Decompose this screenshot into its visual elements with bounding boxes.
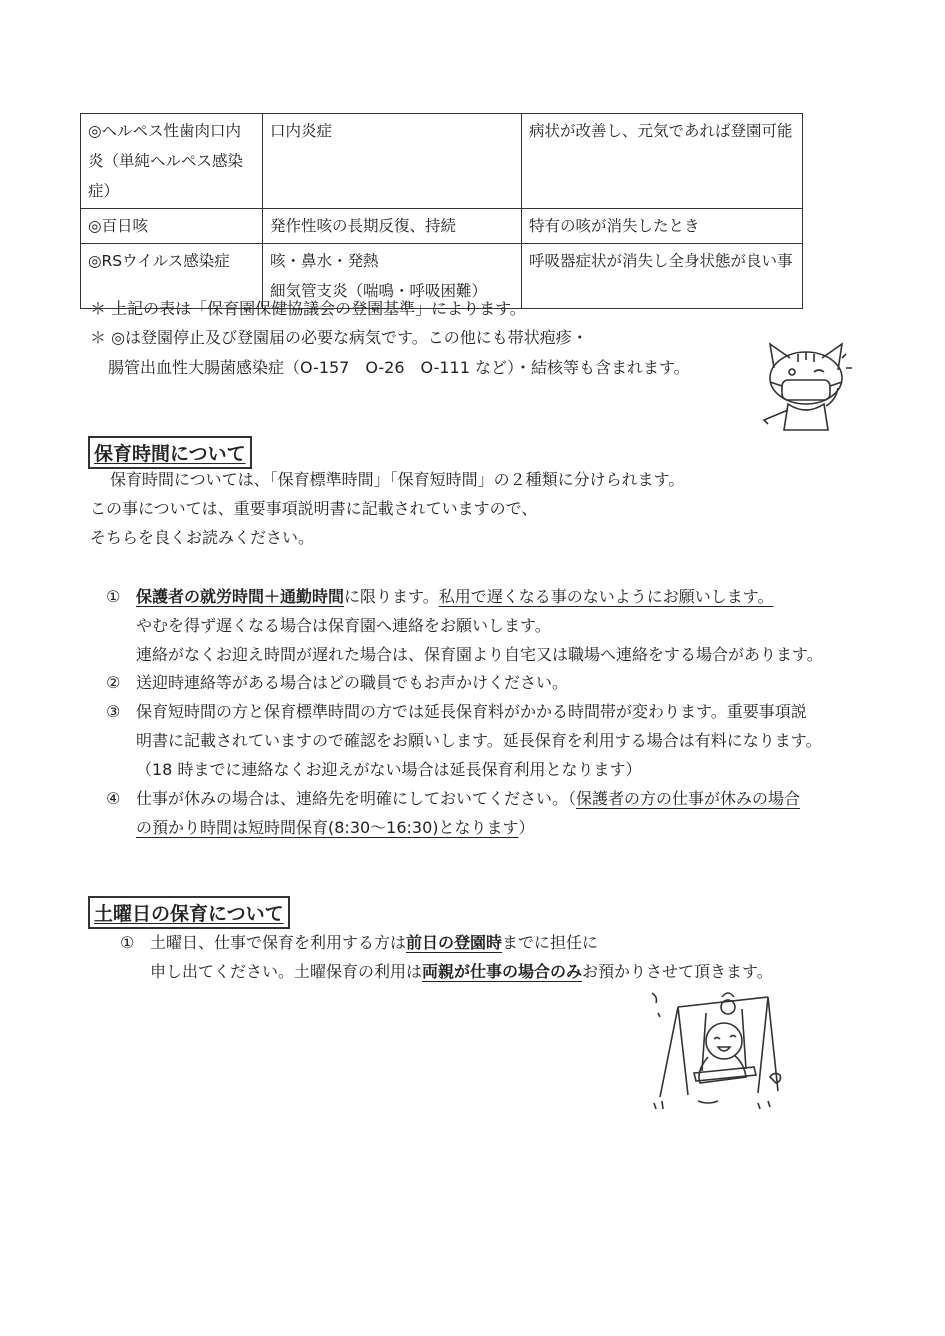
- working-hours-emphasis: 保護者の就労時間＋通勤時間: [136, 587, 345, 606]
- disease-name: ◎ヘルペス性歯肉口内炎（単純ヘルペス感染症）: [81, 114, 263, 209]
- item-text: 送迎時連絡等がある場合はどの職員でもお声かけください。: [136, 673, 569, 692]
- hours-item-1: [106, 584, 773, 607]
- saturday-heading: 土曜日の保育について: [88, 896, 290, 929]
- item-text: 明書に記載されていますので確認をお願いします。延長保育を利用する場合は有料になります。: [136, 731, 822, 750]
- item-number: ③: [106, 702, 121, 721]
- item-text: 連絡がなくお迎え時間が遅れた場合は、保育園より自宅又は職場へ連絡をする場合があります。: [136, 645, 823, 664]
- item-number: ②: [106, 673, 121, 692]
- suspension-note: ＊ ◎は登園停止及び登園届の必要な病気です。この他にも帯状疱疹・: [90, 328, 588, 347]
- disease-symptom: 口内炎症: [263, 114, 522, 209]
- both-parents-emphasis: 両親が仕事の場合のみ: [422, 962, 583, 981]
- item-text: ）: [518, 818, 535, 837]
- disease-criteria: 呼吸器症状が消失し全身状態が良い事: [522, 244, 803, 309]
- item-text: までに担任に: [502, 933, 599, 952]
- item-text: 申し出てください。土曜保育の利用は: [150, 962, 423, 981]
- table-source-note: ＊ 上記の表は「保育園保健協議会の登園基準」によります。: [90, 299, 526, 318]
- hours-intro-line: この事については、重要事項説明書に記載されていますので、: [90, 499, 538, 518]
- day-off-hours: の預かり時間は短時間保育(8:30～16:30)となります: [136, 818, 519, 837]
- item-number: ①: [120, 933, 135, 952]
- saturday-item-1: [120, 930, 598, 953]
- hours-intro-line: そちらを良くお読みください。: [90, 528, 315, 547]
- disease-name: ◎RSウイルス感染症: [81, 244, 263, 309]
- hours-item-2: [106, 670, 568, 693]
- disease-criteria: 病状が改善し、元気であれば登園可能: [522, 114, 803, 209]
- disease-symptom: 咳・鼻水・発熱 細気管支炎（喘鳴・呼吸困難）: [263, 244, 522, 309]
- item-text: に限ります。: [344, 587, 439, 606]
- item-text-continued: [150, 959, 773, 982]
- table-row: [81, 209, 803, 244]
- item-text: 保育短時間の方と保育標準時間の方では延長保育料がかかる時間帯が変わります。重要事項説: [136, 702, 807, 721]
- hours-heading: 保育時間について: [88, 436, 252, 469]
- item-text: （18 時までに連絡なくお迎えがない場合は延長保育利用となります）: [136, 760, 642, 779]
- item-number: ①: [106, 587, 121, 606]
- deadline-emphasis: 前日の登園時: [406, 933, 503, 952]
- private-lateness-warning: 私用で遅くなる事のないようにお願いします。: [438, 587, 774, 606]
- hours-intro-line: 保育時間については、「保育標準時間」「保育短時間」の２種類に分けられます。: [110, 470, 685, 489]
- hours-item-4: [106, 786, 800, 809]
- table-row: [81, 114, 803, 209]
- disease-table: [80, 113, 803, 309]
- item-text-continued: [136, 815, 535, 838]
- disease-name: ◎百日咳: [81, 209, 263, 244]
- item-text: 土曜日、仕事で保育を利用する方は: [150, 933, 407, 952]
- disease-symptom: 発作性咳の長期反復、持続: [263, 209, 522, 244]
- item-number: ④: [106, 789, 121, 808]
- masked-cat-icon: [752, 338, 862, 438]
- child-on-swing-icon: [638, 985, 798, 1115]
- day-off-note: 保護者の方の仕事が休みの場合: [576, 789, 801, 808]
- disease-criteria: 特有の咳が消失したとき: [522, 209, 803, 244]
- item-text: お預かりさせて頂きます。: [582, 962, 773, 981]
- suspension-note-continued: 腸管出血性大腸菌感染症（O-157 O-26 O-111 など）・結核等も含まれます。: [108, 358, 690, 377]
- item-text: やむを得ず遅くなる場合は保育園へ連絡をお願いします。: [136, 616, 551, 635]
- hours-item-3: [106, 699, 807, 722]
- item-text: 仕事が休みの場合は、連絡先を明確にしておいてください。（: [136, 789, 577, 808]
